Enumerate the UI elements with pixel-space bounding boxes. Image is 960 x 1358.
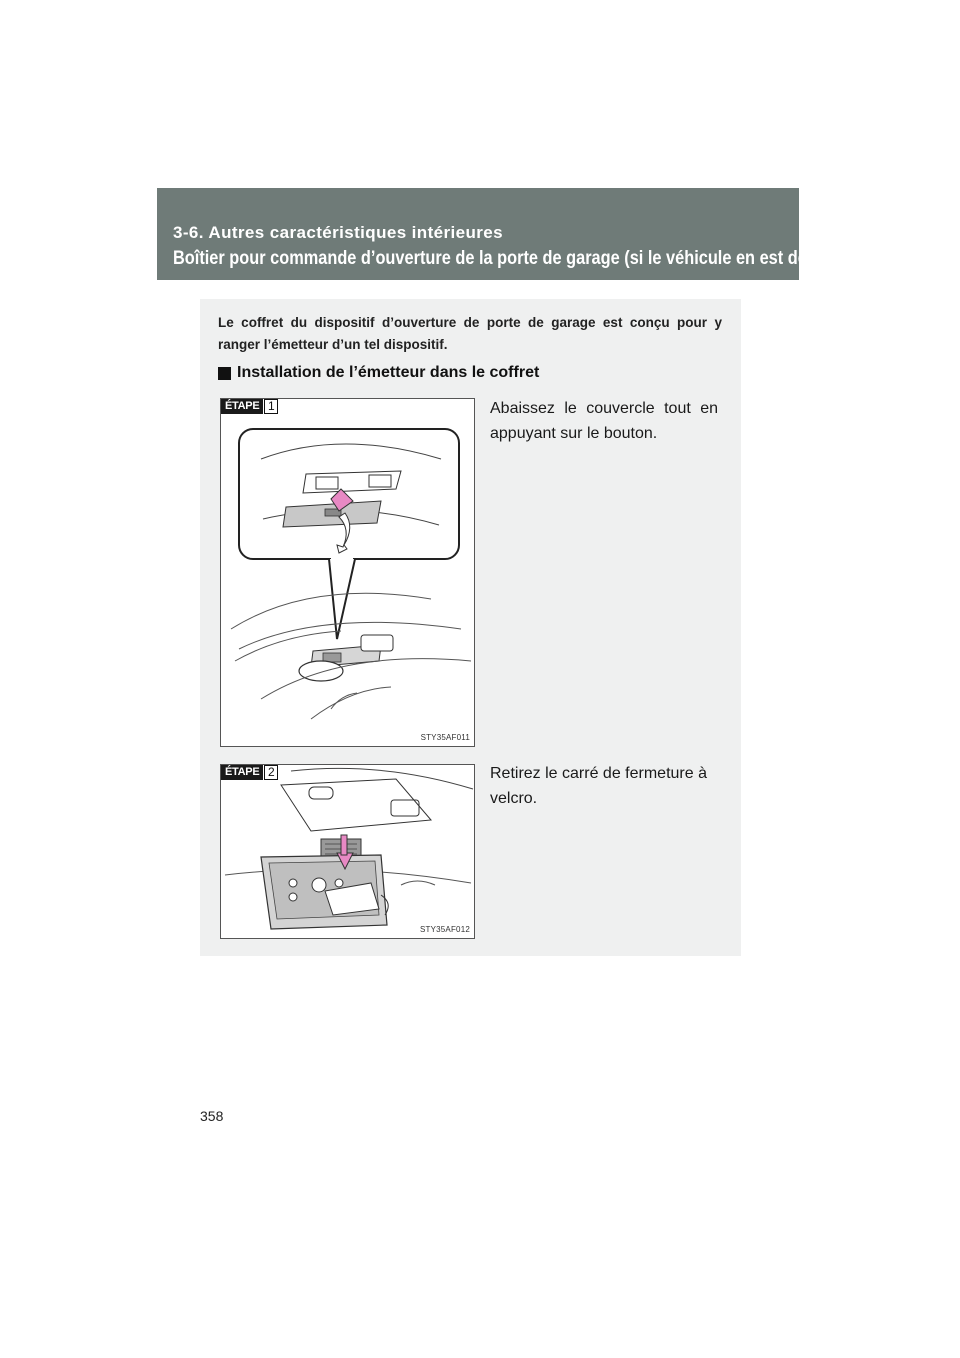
square-bullet-icon [218, 367, 231, 380]
step-2-figure [220, 764, 475, 939]
page-title: Boîtier pour commande d’ouverture de la porte de garage (si le véhicule en est doté) [173, 248, 828, 269]
sub-heading [218, 364, 539, 382]
overhead-console-illustration [221, 399, 474, 746]
step-badge-number: 1 [264, 399, 278, 414]
figure-code: STY35AF012 [419, 925, 470, 934]
velcro-removal-illustration [221, 765, 474, 938]
step-1-text: Abaissez le couvercle tout en appuyant sur le bouton. [490, 400, 718, 442]
step-1-figure [220, 398, 475, 747]
step-badge-word: ÉTAPE [221, 399, 263, 414]
figure-code: STY35AF011 [420, 733, 470, 742]
section-label: 3-6. Autres caractéristiques intérieures [173, 223, 504, 242]
intro-paragraph: Le coffret du dispositif d’ouverture de porte de garage est conçu pour y ranger l’émetteur d’un tel dispositif. [218, 315, 722, 352]
sub-heading-text: Installation de l’émetteur dans le coffret [237, 364, 540, 381]
step-badge-number: 2 [264, 765, 278, 780]
step-badge-word: ÉTAPE [221, 765, 263, 780]
step-badge [221, 765, 278, 780]
step-badge [221, 399, 278, 414]
step-2-text: Retirez le carré de fermeture à velcro. [490, 765, 707, 807]
page-number: 358 [200, 1108, 224, 1124]
